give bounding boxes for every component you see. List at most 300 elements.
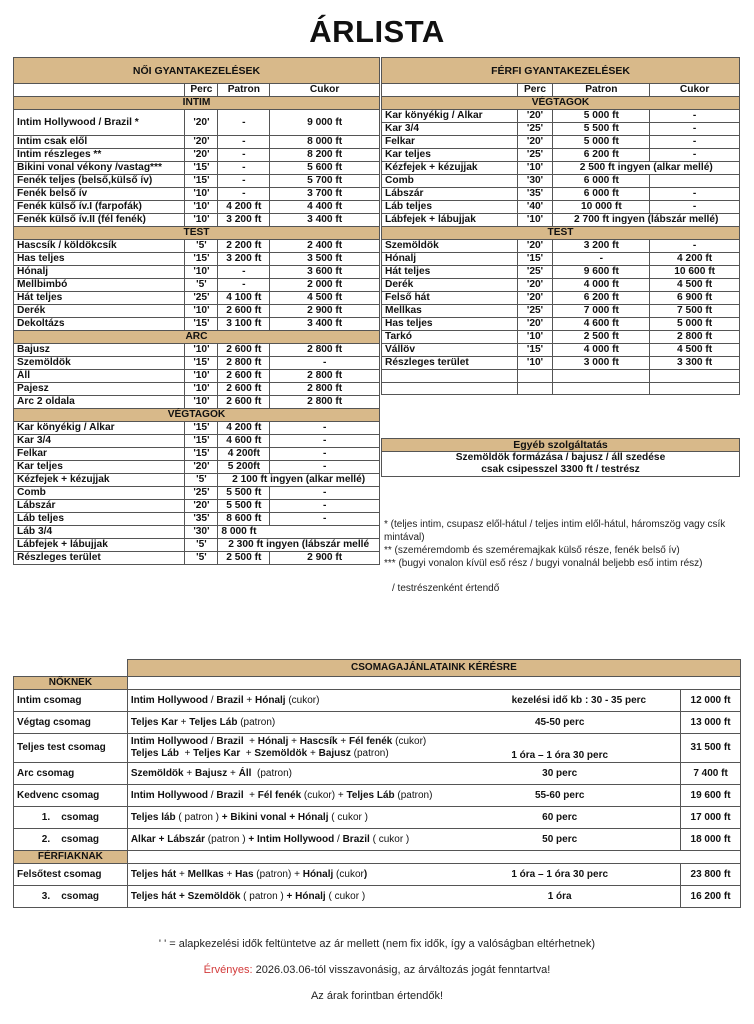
- table-title: FÉRFI GYANTAKEZELÉSEK: [382, 58, 740, 84]
- validity-text: 2026.03.06-tól visszavonásig, az árváltozás jogát fenntartva!: [252, 964, 551, 976]
- footnote-2: ** (szeméremdomb és szeméremajkak külső része, fenék belső ív): [384, 545, 680, 556]
- package-row: [14, 712, 741, 734]
- table-row: [382, 305, 740, 318]
- package-desc-part: +: [288, 736, 300, 747]
- table-row: [382, 201, 740, 214]
- patron-price: 2 800 ft: [218, 357, 270, 370]
- patron-price: -: [218, 136, 270, 149]
- cukor-price: 2 900 ft: [270, 305, 380, 318]
- table-row: [382, 344, 740, 357]
- package-desc-part: ): [363, 868, 368, 880]
- service-name: Has teljes: [382, 318, 518, 331]
- service-name: Láb teljes: [382, 201, 518, 214]
- table-row: [14, 175, 380, 188]
- package-name: 3. csomag: [14, 886, 128, 908]
- cukor-price: 8 200 ft: [270, 149, 380, 162]
- footnote-slash: / testrészenként értendő: [392, 583, 500, 594]
- combined-price: 2 500 ft ingyen (alkar mellé): [553, 162, 740, 175]
- cukor-price: 2 900 ft: [270, 552, 380, 565]
- duration: '10': [185, 214, 218, 227]
- duration: '20': [517, 110, 553, 123]
- package-name: 2. csomag: [14, 829, 128, 851]
- column-header-row: [382, 84, 740, 97]
- package-desc-part: +: [307, 748, 319, 759]
- service-name: Bajusz: [14, 344, 185, 357]
- patron-price: 6 000 ft: [553, 188, 650, 201]
- table-row: [382, 292, 740, 305]
- validity-label: Érvényes:: [203, 964, 253, 976]
- empty-cell: [127, 677, 740, 690]
- package-price: 19 600 ft: [681, 785, 741, 807]
- service-name: Hát teljes: [14, 292, 185, 305]
- duration: '10': [185, 344, 218, 357]
- package-price: 18 000 ft: [681, 829, 741, 851]
- package-contents: [127, 807, 439, 829]
- package-duration: 30 perc: [439, 763, 680, 785]
- footer-currency-note: Az árak forintban értendők!: [310, 990, 444, 1002]
- service-name: Áll: [14, 370, 185, 383]
- package-desc-part: ( patron ): [240, 890, 287, 902]
- duration: '10': [517, 357, 553, 370]
- table-row: [14, 357, 380, 370]
- service-name: Tarkó: [382, 331, 518, 344]
- table-row: [14, 110, 380, 136]
- cukor-price: 2 800 ft: [270, 383, 380, 396]
- service-name: Hascsík / köldökcsík: [14, 240, 185, 253]
- duration: '25': [517, 123, 553, 136]
- empty-row: [382, 382, 740, 395]
- duration: '5': [185, 240, 218, 253]
- patron-price: 6 000 ft: [553, 175, 650, 188]
- patron-price: 4 000 ft: [553, 279, 650, 292]
- package-desc-part: ( patron ): [175, 811, 222, 823]
- cukor-price: 3 700 ft: [270, 188, 380, 201]
- package-row: [14, 886, 741, 908]
- duration: '10': [517, 162, 553, 175]
- duration: '5': [185, 552, 218, 565]
- duration: '20': [185, 110, 218, 136]
- duration: '25': [517, 266, 553, 279]
- duration: '10': [185, 383, 218, 396]
- patron-price: 6 200 ft: [553, 292, 650, 305]
- service-name: Felső hát: [382, 292, 518, 305]
- duration: '15': [185, 357, 218, 370]
- cukor-price: -: [270, 487, 380, 500]
- patron-price: 4 600 ft: [553, 318, 650, 331]
- service-name: Arc 2 oldala: [14, 396, 185, 409]
- section-header: VÉGTAGOK: [14, 409, 380, 422]
- table-row: [14, 422, 380, 435]
- package-desc-part: ( cukor ): [328, 811, 368, 823]
- package-group-row: [14, 851, 741, 864]
- empty-cell: [650, 370, 740, 383]
- package-desc-part: +: [243, 736, 258, 747]
- column-header: Cukor: [650, 84, 740, 97]
- table-row: [14, 279, 380, 292]
- combined-price: 2 300 ft ingyen (lábszár mellé: [218, 539, 380, 552]
- patron-price: 4 100 ft: [218, 292, 270, 305]
- package-row: [14, 864, 741, 886]
- cukor-price: 3 300 ft: [650, 357, 740, 370]
- patron-price: 5 000 ft: [553, 136, 650, 149]
- cukor-price: -: [270, 448, 380, 461]
- package-desc-part: Szemöldök: [254, 748, 308, 759]
- service-name: Fenék teljes (belső,külső ív): [14, 175, 185, 188]
- table-row: [14, 513, 380, 526]
- table-row: [14, 344, 380, 357]
- combined-price: 8 000 ft: [218, 526, 380, 539]
- service-name: Felkar: [14, 448, 185, 461]
- table-row: [382, 136, 740, 149]
- package-desc-part: +: [337, 736, 349, 747]
- duration: '15': [185, 435, 218, 448]
- package-duration: 1 óra: [439, 886, 680, 908]
- service-name: Részleges terület: [14, 552, 185, 565]
- patron-price: -: [218, 149, 270, 162]
- cukor-price: 6 900 ft: [650, 292, 740, 305]
- service-name: Fenék külső ív.I (farpofák): [14, 201, 185, 214]
- patron-price: 10 000 ft: [553, 201, 650, 214]
- service-name: Fenék külső ív.II (fél fenék): [14, 214, 185, 227]
- package-desc-part: ( cukor ): [325, 890, 366, 902]
- combined-price: 2 100 ft ingyen (alkar mellé): [218, 474, 380, 487]
- cukor-price: -: [650, 188, 740, 201]
- patron-price: 8 600 ft: [218, 513, 270, 526]
- duration: '15': [185, 318, 218, 331]
- package-desc-part: +: [183, 767, 196, 779]
- cukor-price: -: [650, 201, 740, 214]
- table-row: [14, 448, 380, 461]
- package-name: Arc csomag: [14, 763, 128, 785]
- cukor-price: -: [270, 422, 380, 435]
- patron-price: 2 600 ft: [218, 305, 270, 318]
- table-row: [382, 110, 740, 123]
- table-row: [14, 370, 380, 383]
- cukor-price: 4 500 ft: [650, 279, 740, 292]
- table-row: [14, 292, 380, 305]
- package-desc-part: (patron): [394, 789, 433, 801]
- patron-price: 2 500 ft: [218, 552, 270, 565]
- cukor-price: -: [270, 435, 380, 448]
- duration: '15': [185, 448, 218, 461]
- package-desc-part: Hascsík: [299, 736, 338, 747]
- service-name: Kar 3/4: [382, 123, 518, 136]
- patron-price: 3 200 ft: [218, 253, 270, 266]
- empty-cell: [127, 851, 740, 864]
- package-desc-part: (patron): [237, 716, 276, 728]
- table-row: [14, 240, 380, 253]
- column-header: Cukor: [270, 84, 380, 97]
- duration: '15': [185, 162, 218, 175]
- service-name: Derék: [382, 279, 518, 292]
- table-row: [382, 149, 740, 162]
- package-desc-part: Fél fenék: [348, 736, 393, 747]
- duration: '15': [517, 344, 553, 357]
- service-name: Kar könyékig / Alkar: [14, 422, 185, 435]
- package-price: 7 400 ft: [681, 763, 741, 785]
- package-price: 12 000 ft: [681, 690, 741, 712]
- empty-cell: [553, 370, 650, 383]
- section-header: INTIM: [14, 97, 380, 110]
- package-row: [14, 807, 741, 829]
- patron-price: 6 200 ft: [553, 149, 650, 162]
- package-duration: 1 óra – 1 óra 30 perc: [439, 734, 680, 763]
- package-contents: [127, 763, 439, 785]
- service-name: Has teljes: [14, 253, 185, 266]
- section-row: [382, 227, 740, 240]
- package-desc-part: Hónalj: [257, 736, 289, 747]
- package-desc-part: Brazil: [216, 789, 244, 801]
- package-desc-part: +: [243, 789, 258, 801]
- service-name: Lábfejek + lábujjak: [14, 539, 185, 552]
- men-price-table: [381, 57, 740, 395]
- duration: '25': [517, 149, 553, 162]
- patron-price: 9 600 ft: [553, 266, 650, 279]
- table-row: [14, 461, 380, 474]
- package-contents: [127, 829, 439, 851]
- patron-price: 5 500 ft: [553, 123, 650, 136]
- empty-cell: [517, 370, 553, 383]
- cukor-price: -: [650, 149, 740, 162]
- package-desc-part: +: [178, 748, 194, 759]
- duration: '25': [185, 487, 218, 500]
- other-services-line1: Szemöldök formázása / bajusz / áll szedése: [382, 452, 740, 465]
- duration: '25': [517, 305, 553, 318]
- patron-price: 3 000 ft: [553, 357, 650, 370]
- patron-price: -: [218, 110, 270, 136]
- table-row: [14, 435, 380, 448]
- package-desc-part: /: [208, 736, 217, 747]
- package-desc-part: Teljes Kar: [193, 748, 241, 759]
- table-row: [382, 331, 740, 344]
- empty-cell: [553, 382, 650, 395]
- package-name: 1. csomag: [14, 807, 128, 829]
- service-name: Derék: [14, 305, 185, 318]
- package-desc-part: +: [227, 767, 239, 779]
- package-desc-part: Hónalj: [302, 868, 334, 880]
- table-row: [14, 305, 380, 318]
- section-header: TEST: [14, 227, 380, 240]
- table-row: [14, 552, 380, 565]
- table-row: [14, 201, 380, 214]
- duration: '20': [185, 136, 218, 149]
- package-desc-part: Intim Hollywood: [130, 789, 209, 801]
- table-title-row: [14, 58, 380, 84]
- service-name: Láb teljes: [14, 513, 185, 526]
- combined-price: 2 700 ft ingyen (lábszár mellé): [553, 214, 740, 227]
- package-desc-part: Teljes hát: [130, 868, 177, 880]
- service-name: Kar teljes: [382, 149, 518, 162]
- patron-price: 2 600 ft: [218, 383, 270, 396]
- package-desc-part: Intim Hollywood: [130, 736, 209, 747]
- package-desc-part: (patron) +: [253, 868, 303, 880]
- duration: '20': [517, 279, 553, 292]
- table-row: [14, 214, 380, 227]
- package-desc-part: Fél fenék: [257, 789, 302, 801]
- empty-cell: [382, 370, 518, 383]
- cukor-price: 2 400 ft: [270, 240, 380, 253]
- service-name: Szemöldök: [14, 357, 185, 370]
- service-name: Intim csak elől: [14, 136, 185, 149]
- cukor-price: 4 400 ft: [270, 201, 380, 214]
- cukor-price: 2 800 ft: [650, 331, 740, 344]
- service-name: Lábszár: [14, 500, 185, 513]
- service-name: Felkar: [382, 136, 518, 149]
- service-name: Comb: [14, 487, 185, 500]
- patron-price: 2 200 ft: [218, 240, 270, 253]
- cukor-price: 10 600 ft: [650, 266, 740, 279]
- cukor-price: 8 000 ft: [270, 136, 380, 149]
- package-desc-part: Teljes hát + Szemöldök: [130, 890, 241, 902]
- duration: '20': [517, 240, 553, 253]
- package-desc-part: Teljes Láb: [189, 716, 238, 728]
- package-desc-part: /: [208, 694, 217, 706]
- service-name: Bikini vonal vékony /vastag***: [14, 162, 185, 175]
- table-row: [14, 149, 380, 162]
- table-row: [382, 253, 740, 266]
- package-desc-part: +: [240, 748, 255, 759]
- package-desc-part: Áll: [238, 767, 252, 779]
- patron-price: -: [218, 175, 270, 188]
- package-contents: [127, 712, 439, 734]
- column-header: [14, 84, 185, 97]
- section-header: VÉGTAGOK: [382, 97, 740, 110]
- patron-price: 4 200 ft: [218, 422, 270, 435]
- women-price-table: [13, 57, 380, 565]
- package-desc-part: Alkar + Lábszár: [130, 833, 206, 845]
- package-price: 16 200 ft: [681, 886, 741, 908]
- duration: '15': [185, 175, 218, 188]
- package-desc-part: + Hónalj: [286, 890, 326, 902]
- table-row: [382, 279, 740, 292]
- table-row: [14, 539, 380, 552]
- cukor-price: 4 200 ft: [650, 253, 740, 266]
- patron-price: 3 100 ft: [218, 318, 270, 331]
- duration: '25': [185, 292, 218, 305]
- packages-title: CSOMAGAJÁNLATAINK KÉRÉSRE: [127, 660, 740, 677]
- service-name: Mellbimbó: [14, 279, 185, 292]
- patron-price: 2 500 ft: [553, 331, 650, 344]
- column-header: Perc: [185, 84, 218, 97]
- package-desc-part: Bajusz: [195, 767, 228, 779]
- duration: '5': [185, 539, 218, 552]
- package-row: [14, 829, 741, 851]
- section-row: [14, 227, 380, 240]
- empty-row: [382, 370, 740, 383]
- package-group-label: NŐKNEK: [14, 677, 128, 690]
- package-desc-part: Brazil: [216, 694, 244, 706]
- duration: '10': [517, 331, 553, 344]
- table-row: [382, 357, 740, 370]
- other-services-box: [381, 438, 740, 477]
- duration: '20': [517, 136, 553, 149]
- duration: '10': [185, 370, 218, 383]
- duration: '10': [185, 266, 218, 279]
- footnote-3: *** (bugyi vonalon kívül eső rész / bugyi vonalnál beljebb eső intim rész): [384, 558, 703, 569]
- service-name: Kar 3/4: [14, 435, 185, 448]
- patron-price: 2 600 ft: [218, 344, 270, 357]
- package-name: Kedvenc csomag: [14, 785, 128, 807]
- cukor-price: -: [270, 461, 380, 474]
- table-title-row: [382, 58, 740, 84]
- package-desc-part: Brazil: [216, 736, 244, 747]
- package-desc-part: + Bikini vonal + Hónalj: [221, 811, 329, 823]
- section-header: ARC: [14, 331, 380, 344]
- cukor-price: -: [650, 123, 740, 136]
- blank-cell: [14, 660, 128, 677]
- packages-title-row: [14, 660, 741, 677]
- package-desc-part: (cukor) +: [301, 789, 347, 801]
- table-row: [382, 240, 740, 253]
- table-row: [14, 526, 380, 539]
- package-desc-part: Teljes Láb: [130, 748, 179, 759]
- patron-price: -: [218, 162, 270, 175]
- duration: '10': [185, 305, 218, 318]
- section-header: TEST: [382, 227, 740, 240]
- patron-price: 5 500 ft: [218, 500, 270, 513]
- package-name: Felsőtest csomag: [14, 864, 128, 886]
- cukor-price: 2 000 ft: [270, 279, 380, 292]
- package-desc-part: Intim Hollywood: [130, 694, 209, 706]
- patron-price: 4 200ft: [218, 448, 270, 461]
- package-duration: 1 óra – 1 óra 30 perc: [439, 864, 680, 886]
- service-name: Hát teljes: [382, 266, 518, 279]
- duration: '10': [517, 214, 553, 227]
- table-row: [382, 188, 740, 201]
- table-row: [14, 162, 380, 175]
- table-row: [14, 136, 380, 149]
- patron-price: 2 600 ft: [218, 396, 270, 409]
- page-title: ÁRLISTA: [309, 14, 445, 49]
- package-contents: [127, 690, 439, 712]
- patron-price: 4 600 ft: [218, 435, 270, 448]
- cukor-price: 2 800 ft: [270, 344, 380, 357]
- package-desc-part: (patron): [350, 748, 389, 759]
- cukor-price: -: [270, 513, 380, 526]
- footer-time-note: ' ' = alapkezelési idők feltüntetve az ár mellett (nem fix idők, így a valóságban eltérhetnek): [158, 938, 596, 950]
- cukor-price: 7 500 ft: [650, 305, 740, 318]
- duration: '20': [517, 292, 553, 305]
- patron-price: 4 000 ft: [553, 344, 650, 357]
- table-row: [14, 318, 380, 331]
- patron-price: -: [218, 188, 270, 201]
- duration: '35': [185, 513, 218, 526]
- package-desc-part: +: [176, 868, 188, 880]
- service-name: Kar teljes: [14, 461, 185, 474]
- patron-price: 4 200 ft: [218, 201, 270, 214]
- duration: '10': [185, 188, 218, 201]
- cukor-price: 3 400 ft: [270, 214, 380, 227]
- column-header-row: [14, 84, 380, 97]
- package-row: [14, 690, 741, 712]
- package-duration: 60 perc: [439, 807, 680, 829]
- package-duration: 50 perc: [439, 829, 680, 851]
- service-name: Szemöldök: [382, 240, 518, 253]
- cukor-price: 5 600 ft: [270, 162, 380, 175]
- table-row: [14, 253, 380, 266]
- package-desc-part: (cukor): [285, 694, 320, 706]
- service-name: Fenék belső ív: [14, 188, 185, 201]
- other-services-line2: csak csipesszel 3300 ft / testrész: [382, 464, 740, 477]
- service-name: Láb 3/4: [14, 526, 185, 539]
- duration: '30': [185, 526, 218, 539]
- table-row: [14, 500, 380, 513]
- footer-validity: [0, 964, 754, 976]
- package-name: Végtag csomag: [14, 712, 128, 734]
- package-desc-part: Szemöldök: [130, 767, 184, 779]
- package-desc-part: (patron ): [205, 833, 249, 845]
- package-duration: 55-60 perc: [439, 785, 680, 807]
